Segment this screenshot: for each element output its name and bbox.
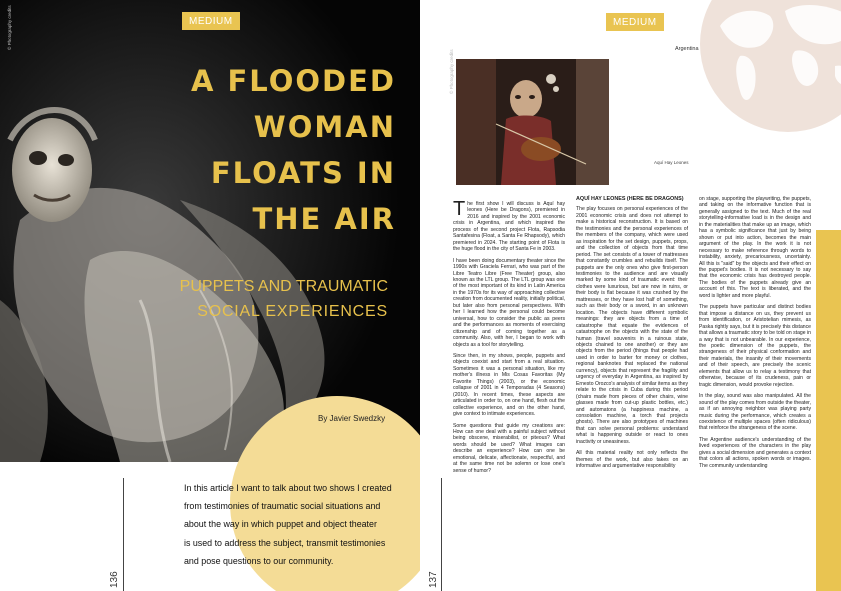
article-title	[136, 58, 396, 242]
photo-credit-left: © Photography credits	[7, 5, 12, 50]
subtitle-line-2: SOCIAL EXPERIENCES	[197, 303, 388, 320]
intro-line-2: from testimonies of traumatic social situations and	[184, 501, 381, 512]
col2-paragraph-1: The play focuses on personal experiences of the 2001 economic crisis and does not attempt to make a historical reconstruction. It is based on the testimonies and the personal experiences of the members of the company, which were used as inspiration for the set design, puppets, props, and the collection of objects from that time period. The set consists of a tower of mattresses that constantly crumbles and rebuilds itself. The puppets are the only ones who give first-person testimonies to the audience and are visually marked by some kind of traumatic event: their clothes were luxurious, but are now in ruins, or their body is flat because it was crushed by the mattresses, or they have lost half of something, such as their body or a sword, in an unknown location. The objects have different symbolic meanings: they are objects from a time of catastrophe that equate the evidences of catastrophe on the objects with the state of the human (travel souvenirs in a ruinous state, objects chained to one another) or they are objects from the period (things that people had used in order to barter for money or clothes, regional banknotes that replaced the national currency), objects that represent the fragility and urgency of everyday in Argentina, as inspired by Ernesto Orozco's analysis of similar items as they relate to the crisis in Cuba during this period (chairs made from pieces of other chairs, wine glasses made from cut-up plastic bottles, etc.) and automatons (a happiness machine, a consolation machine, a torch that projects ghosts). There are also prototypes of machines that can solve personal problems: understand what is happening outside or react to ones inactivity or uneasiness.	[576, 206, 688, 445]
col1-paragraph-4: Some questions that guide my creations are: How can one deal with a painful subject without being obscene, miserabilist, or piteous? What words should be used? What images can describe an experience? How can one be emotional, delicate, affectionate, respectful, and at the same time not be solemn or lose one's sense of humor?	[453, 422, 565, 474]
col3-paragraph-3: In the play, sound was also manipulated. All the sound of the play comes from outside the theater, as if an annoying neighbor was playing party music during the performance, which creates a coexistence of multiple spaces (often ridiculous) that reinforce the strangeness of the scene.	[699, 393, 811, 432]
col1-paragraph-2: I have been doing documentary theater since the 1990s with Graciela Ferrari, who was part of the Libre Teatro Libre (Free Theater) group, also known as the LTL group. The LTL group was one of the most important of its kind in Latin America in the 1970s for its way of approaching collective creation from documented reality, initially political, but later also from personal perspectives. With her I learned how the personal could become universal, how to consider the public as peers and the performances as moments of exercising citizenship and of coming together as a community. Also, with her, I began to work with objects as a tool for storytelling.	[453, 257, 565, 348]
title-line-2: WOMAN	[253, 110, 396, 144]
intro-paragraph	[184, 479, 406, 570]
title-line-4: THE AIR	[252, 202, 396, 236]
title-line-1: A FLOODED	[190, 64, 396, 98]
subtitle-line-1: PUPPETS AND TRAUMATIC	[179, 278, 388, 295]
intro-line-4: is used to address the subject, transmit testimonies	[184, 537, 386, 548]
text-column-3	[699, 196, 811, 474]
left-page	[0, 0, 420, 591]
col1-paragraph-1: he first show I will discuss is Aquí hay leones (Here be Dragons), premiered in 2016 and inspired by the 2001 economic crisis in Argentina, and which inspired the process of the second project Flota, Rapsodia Santafesina (Float, a Santa Fe Rhapsody), which premiered in 2024. The starting point of Flota is the huge flood in the city of Santa Fe in 2003.	[453, 201, 565, 253]
puppet-violin-illustration	[456, 59, 609, 185]
accent-bar-right	[816, 230, 841, 591]
section-tag-left: MEDIUM	[182, 12, 240, 30]
title-line-3: FLOATS IN	[210, 156, 396, 190]
drop-cap: T	[453, 198, 466, 220]
puppet-photo-right	[456, 59, 609, 185]
world-map-icon	[700, 0, 841, 132]
col2-heading: AQUÍ HAY LEONES (HERE BE DRAGONS)	[576, 196, 684, 202]
text-column-2	[576, 196, 688, 475]
col1-paragraph-3: Since then, in my shows, people, puppets and objects coexist and start from a real situation. Sometimes it was a personal situation, like my mother's illness in Mis Cosas Favoritas (My Favorite Things) (2003), or the economic collapse of 2001 in 4 Temporadas (4 Seasons) (2010). In recent times, these aspects are articulated in order to, on one hand, flesh out the collective experience, and on the other hand, give context to intimate experiences.	[453, 352, 565, 418]
intro-line-3: about the way in which puppet and object theater	[184, 519, 377, 530]
article-subtitle	[118, 274, 388, 324]
text-column-1	[453, 198, 565, 479]
page-divider-line-right	[441, 478, 442, 591]
page-divider-line-left	[123, 478, 124, 591]
world-map-circle	[700, 0, 841, 132]
section-tag-right: MEDIUM	[606, 13, 664, 31]
intro-line-5: and pose questions to our community.	[184, 555, 334, 566]
intro-line-1: In this article I want to talk about two shows I created	[184, 483, 392, 493]
author-byline: By Javier Swedzky	[318, 414, 386, 423]
photo-credit-right: © Photography credits	[449, 49, 454, 94]
col3-paragraph-1: on stage, supporting the playwriting, the puppets, and taking on the informative function that is generally assigned to the text. Much of the real storytelling-informative load is in the design and in the materialities that make up an image, which has a symbolic significance that just by being shown or put into action, becomes the main argument of the play. In the work it is not necessary to make reference through words to instability, anxiety, precariousness, uncertainty. All this is "said" by the objects and their effect on the puppet's bodies. It is not necessary to say that the economic crisis has destroyed people. The bodies of the puppets already give an account of this. The text is liberated, and the word is lighter and more playful.	[699, 196, 811, 299]
col2-paragraph-2: All this material reality not only reflects the themes of the work, but also takes on an informative and argumentative responsibility	[576, 450, 688, 470]
map-label-argentina: Argentina	[675, 46, 699, 52]
col3-paragraph-4: The Argentine audience's understanding of the lived experiences of the characters in the play gives a social dimension and generates a context that colors all actions, spoken words or images. The community understanding	[699, 436, 811, 469]
right-page	[420, 0, 841, 591]
page-number-left: 136	[109, 571, 120, 588]
photo-caption-right: Aquí Hay Leones	[654, 160, 689, 165]
col3-paragraph-2: The puppets have particular and distinct bodies that impose a distance on us, they prevent us from identification, or Aristotelian mimesis, as Paska rightly says, but it is precisely this distance that allows a traumatic story to be told on stage in a way that is not unbearable. In our experience, the poetic dimension of the puppets, the strangeness of their physical conformation and their materials, the insanity of their movements and of their speech, are precisely the scenic elements that allow us to relay a testimony that otherwise, because of its crudeness, pain or tragic dimension, would provoke rejection.	[699, 304, 811, 388]
page-number-right: 137	[428, 571, 439, 588]
